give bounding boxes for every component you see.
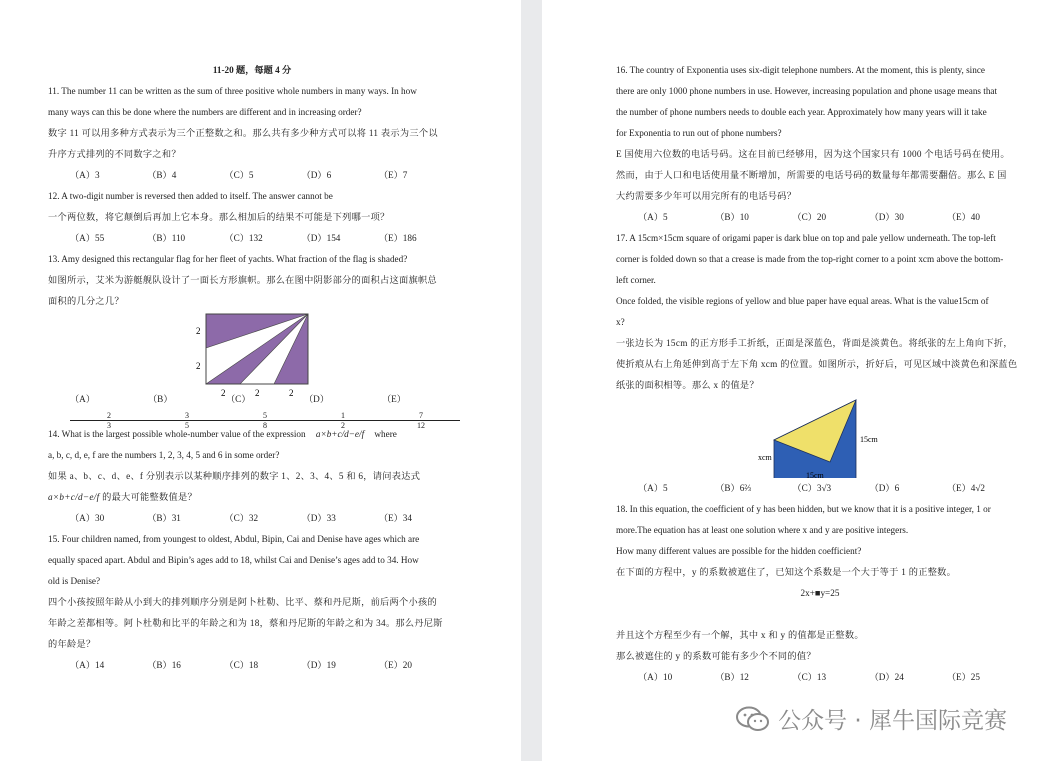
q18-choice-b: （B）12 [715, 672, 749, 682]
q14-zh-line1: 如果 a、b、c、d、e、f 分别表示以某种顺序排列的数字 1、2、3、4、5 和 6，请问表达式 [48, 471, 421, 481]
q15-en-line2: equally spaced apart. Abdul and Bipin’s ages add to 18, whilst Cai and Denise’s ages add to 34. How [48, 555, 419, 565]
q13-en-line1: 13. Amy designed this rectangular flag for her fleet of yachts. What fraction of the flag is shaded? [48, 254, 408, 264]
q14-en-line1: 14. What is the largest possible whole-number value of the expression a×b+c/d−e/f where [48, 429, 397, 439]
q11-choice-a: （A）3 [70, 170, 100, 180]
q11-en-line1: 11. The number 11 can be written as the sum of three positive whole numbers in many ways. In how [48, 86, 417, 96]
q14-zh-line2: a×b+c/d−e/f 的最大可能整数值是？ [48, 492, 197, 502]
question-12 [48, 186, 456, 249]
q18-equation: 2x+■y=25 [800, 588, 840, 598]
flag-label-bottom-3: 2 [289, 388, 294, 398]
q16-choice-a: （A）5 [638, 212, 668, 222]
q13-choice-e: （E） $\frac{7}{12}$ [382, 389, 460, 431]
q15-en-line1: 15. Four children named, from youngest to oldest, Abdul, Bipin, Cai and Denise have ages which are [48, 534, 420, 544]
q12-choice-c: （C）132 [224, 233, 263, 243]
q18-choice-d: （D）24 [869, 672, 904, 682]
left-column [48, 60, 456, 676]
q17-en-line1: 17. A 15cm×15cm square of origami paper is dark blue on top and pale yellow underneath. The top-left [616, 233, 996, 243]
q14-choice-e: （E）34 [378, 513, 412, 523]
q11-zh-line1: 数字 11 可以用多种方式表示为三个正整数之和。那么共有多少种方式可以将 11 表示为三个以 [48, 128, 438, 138]
q15-choice-d: （D）19 [301, 660, 336, 670]
q14-en-line2: a, b, c, d, e, f are the numbers 1, 2, 3, 4, 5 and 6 in some order? [48, 450, 280, 460]
q12-zh-line1: 一个两位数，将它颠倒后再加上它本身。那么相加后的结果不可能是下列哪一项？ [48, 212, 390, 222]
q16-choice-b: （B）10 [715, 212, 749, 222]
q18-en-line2: more.The equation has at least one solution where x and y are positive integers. [616, 525, 909, 535]
right-column [616, 60, 1024, 688]
question-11 [48, 81, 456, 186]
q12-en-line1: 12. A two-digit number is reversed then added to itself. The answer cannot be [48, 191, 333, 201]
wechat-icon [736, 706, 770, 732]
q17-zh-line1: 一张边长为 15cm 的正方形手工折纸，正面是深蓝色，背面是淡黄色。将纸张的左上角向下折， [616, 338, 1013, 348]
question-14 [48, 424, 456, 529]
q12-choice-a: （A）55 [70, 233, 105, 243]
q15-choice-e: （E）20 [378, 660, 412, 670]
q18-choice-c: （C）13 [792, 672, 827, 682]
flag-label-side-1: 2 [196, 326, 201, 336]
q15-zh-line3: 的年龄是？ [48, 639, 96, 649]
q17-en-line3: left corner. [616, 275, 656, 285]
q13-choice-d: （D） $\frac{1}{2}$ [304, 389, 382, 431]
q14-choice-c: （C）32 [224, 513, 259, 523]
q18-choices [616, 667, 1024, 688]
q16-choice-d: （D）30 [869, 212, 904, 222]
q17-choice-c: （C）3√3 [792, 483, 832, 493]
q16-zh-line2: 然而，由于人口和电话使用量不断增加，所需要的电话号码的数量每年都需要翻倍。那么 E 国 [616, 170, 1007, 180]
q12-choice-b: （B）110 [147, 233, 186, 243]
q16-en-line4: for Exponentia to run out of phone numbers? [616, 128, 782, 138]
q11-choices [48, 165, 456, 186]
q15-choice-c: （C）18 [224, 660, 259, 670]
q13-choice-c: （C） $\frac{5}{8}$ [226, 389, 304, 431]
q11-choice-c: （C）5 [224, 170, 254, 180]
section-heading: 11-20 题，每题 4 分 [212, 65, 292, 75]
q11-choice-d: （D）6 [301, 170, 332, 180]
q18-choice-a: （A）10 [638, 672, 673, 682]
q17-choice-d: （D）6 [869, 483, 900, 493]
q14-choice-d: （D）33 [301, 513, 336, 523]
flag-label-side-2: 2 [196, 361, 201, 371]
q17-en-line2: corner is folded down so that a crease is made from the top-right corner to a point xcm above the bottom- [616, 254, 1004, 264]
flag-label-bottom-2: 2 [255, 388, 260, 398]
q18-zh-line1: 在下面的方程中，y 的系数被遮住了，已知这个系数是一个大于等于 1 的正整数。 [616, 567, 957, 577]
q17-choice-a: （A）5 [638, 483, 668, 493]
origami-diagram [616, 396, 1024, 478]
q17-choice-e: （E）4√2 [946, 483, 986, 493]
question-16 [616, 60, 1024, 228]
q15-choice-a: （A）14 [70, 660, 105, 670]
origami-label-right: 15cm [860, 435, 878, 444]
q17-zh-line2: 使折痕从右上角延伸到高于左下角 xcm 的位置。如图所示，折好后，可见区域中淡黄色和深蓝色 [616, 359, 1018, 369]
question-15 [48, 529, 456, 676]
watermark [736, 702, 1007, 735]
q16-zh-line3: 大约需要多少年可以用完所有的电话号码？ [616, 191, 797, 201]
q17-en-line5: x? [616, 317, 625, 327]
q15-zh-line2: 年龄之差都相等。阿卜杜勒和比平的年龄之和为 18，蔡和丹尼斯的年龄之和为 34。那么丹尼斯 [48, 618, 443, 628]
q13-choice-a: （A） $\frac{2}{3}$ [70, 389, 148, 431]
q12-choices [48, 228, 456, 249]
origami-label-bottom: 15cm [806, 471, 824, 478]
origami-label-left: xcm [758, 453, 772, 462]
q15-choices [48, 655, 456, 676]
q13-zh-line1: 如图所示，艾米为游艇舰队设计了一面长方形旗帜。那么在图中阴影部分的面积占这面旗帜总 [48, 275, 437, 285]
q11-zh-line2: 升序方式排列的不同数字之和？ [48, 149, 181, 159]
q18-en-line3: How many different values are possible for the hidden coefficient? [616, 546, 862, 556]
origami-figure [616, 396, 1024, 478]
q11-choice-b: （B）4 [147, 170, 177, 180]
q17-en-line4: Once folded, the visible regions of yellow and blue paper have equal areas. What is the value15cm of [616, 296, 989, 306]
page-right [542, 0, 1041, 761]
q16-en-line2: there are only 1000 phone numbers in use. However, increasing population and phone usage means that [616, 86, 998, 96]
q11-en-line2: many ways can this be done where the numbers are different and in increasing order? [48, 107, 362, 117]
q12-choice-d: （D）154 [301, 233, 341, 243]
q15-zh-line1: 四个小孩按照年龄从小到大的排列顺序分别是阿卜杜勒、比平、蔡和丹尼斯，前后两个小孩的 [48, 597, 437, 607]
flag-figure [48, 312, 456, 398]
q16-zh-line1: E 国使用六位数的电话号码。这在目前已经够用，因为这个国家只有 1000 个电话号码在使用。 [616, 149, 1010, 159]
q16-choices [616, 207, 1024, 228]
q13-choice-b: （B） $\frac{3}{5}$ [148, 389, 226, 431]
q17-choices [616, 478, 1024, 499]
q18-zh-line2: 并且这个方程至少有一个解，其中 x 和 y 的值都是正整数。 [616, 630, 864, 640]
q14-expression: a×b+c/d−e/f [315, 429, 365, 439]
watermark-text: 公众号 · 犀牛国际竞赛 [778, 708, 1007, 734]
q12-choice-e: （E）186 [378, 233, 417, 243]
q14-choices [48, 508, 456, 529]
q13-choices [48, 394, 456, 431]
q14-expression-zh: a×b+c/d−e/f [48, 492, 100, 502]
question-18 [616, 499, 1024, 688]
q14-choice-a: （A）30 [70, 513, 105, 523]
q17-zh-line3: 纸张的面积相等。那么 x 的值是？ [616, 380, 759, 390]
question-13 [48, 249, 456, 431]
q16-choice-c: （C）20 [792, 212, 827, 222]
question-17 [616, 228, 1024, 499]
flag-diagram [48, 312, 456, 398]
q11-choice-e: （E）7 [378, 170, 408, 180]
q16-en-line1: 16. The country of Exponentia uses six-digit telephone numbers. At the moment, this is plenty, since [616, 65, 985, 75]
q18-choice-e: （E）25 [946, 672, 980, 682]
q13-zh-line2: 面积的几分之几？ [48, 296, 124, 306]
q14-choice-b: （B）31 [147, 513, 181, 523]
q15-choice-b: （B）16 [147, 660, 181, 670]
flag-label-bottom-1: 2 [221, 388, 226, 398]
q17-choice-b: （B）6⅔ [715, 483, 752, 493]
q18-zh-line3: 那么被遮住的 y 的系数可能有多少个不同的值？ [616, 651, 816, 661]
q18-en-line1: 18. In this equation, the coefficient of y has been hidden, but we know that it is a positive integer, 1 or [616, 504, 991, 514]
q15-en-line3: old is Denise? [48, 576, 101, 586]
q16-choice-e: （E）40 [946, 212, 980, 222]
q16-en-line3: the number of phone numbers needs to double each year. Approximately how many years will it take [616, 107, 987, 117]
